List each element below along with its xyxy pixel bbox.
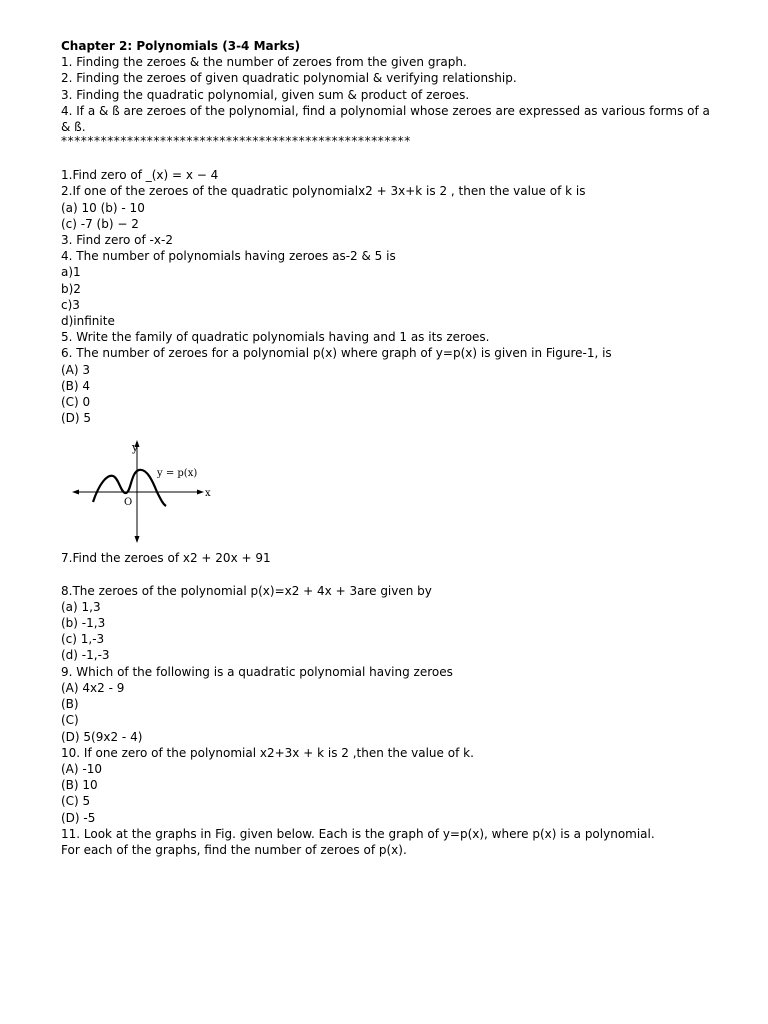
topic-1: 1. Finding the zeroes & the number of zeroes from the given graph. [61,55,467,70]
question-line: 7.Find the zeroes of x2 + 20x + 91 [61,551,271,566]
x-axis-arrow [197,490,204,495]
option-line: (a) 1,3 [61,599,101,614]
question-line: 10. If one zero of the polynomial x2+3x + k is 2 ,then the value of k. [61,745,474,760]
option-line: (B) 10 [61,778,98,793]
option-line: (A) 4x2 - 9 [61,680,125,695]
option-line: (c) -7 (b) − 2 [61,216,139,231]
curve-label: y = p(x) [157,468,198,480]
option-line: a)1 [61,265,81,280]
option-line: (D) -5 [61,810,96,825]
x-axis-label: x [205,488,211,500]
option-line: d)infinite [61,314,115,329]
topic-4: 4. If a & ß are zeroes of the polynomial, find a polynomial whose zeroes are expressed as various forms of a & ß. [61,103,710,135]
question-line: 8.The zeroes of the polynomial p(x)=x2 + 4x + 3are given by [61,583,432,598]
option-line: (b) -1,3 [61,616,106,631]
option-line: (D) 5 [61,411,92,426]
option-line: (D) 5(9x2 - 4) [61,729,143,744]
x-axis-arrow-left [72,490,79,495]
option-line: (B) [61,697,79,712]
spacer [61,567,721,583]
question-line: 5. Write the family of quadratic polynomials having and 1 as its zeroes. [61,330,490,345]
option-line: (C) 5 [61,794,91,809]
spacer [61,151,721,167]
star-divider: ***************************************************** [61,135,411,149]
option-line: (B) 4 [61,378,91,393]
option-line: (C) [61,713,79,728]
document-page [61,38,721,858]
option-line: (C) 0 [61,395,91,410]
option-line: (A) -10 [61,761,102,776]
topic-3: 3. Finding the quadratic polynomial, given sum & product of zeroes. [61,87,470,102]
option-line: b)2 [61,281,81,296]
question-line: 4. The number of polynomials having zeroes as-2 & 5 is [61,249,396,264]
option-line: (a) 10 (b) - 10 [61,200,145,215]
question-line: 3. Find zero of -x-2 [61,233,173,248]
option-line: (A) 3 [61,362,91,377]
polynomial-graph-figure [69,436,249,546]
option-line: (d) -1,-3 [61,648,110,663]
origin-label: O [124,497,133,509]
y-axis-arrow-down [135,536,140,543]
question-line: 2.If one of the zeroes of the quadratic polynomialx2 + 3x+k is 2 , then the value of k is [61,184,586,199]
question-line: 6. The number of zeroes for a polynomial p(x) where graph of y=p(x) is given in Figure-1, is [61,346,612,361]
chapter-title: Chapter 2: Polynomials (3-4 Marks) [61,39,301,53]
y-axis-label: y [132,441,139,455]
question-line: For each of the graphs, find the number of zeroes of p(x). [61,842,407,857]
question-line: 1.Find zero of _(x) = x − 4 [61,168,219,183]
topic-2: 2. Finding the zeroes of given quadratic polynomial & verifying relationship. [61,71,517,86]
option-line: c)3 [61,297,80,312]
question-line: 11. Look at the graphs in Fig. given below. Each is the graph of y=p(x), where p(x) is a polynomial. [61,826,655,841]
question-line: 9. Which of the following is a quadratic polynomial having zeroes [61,664,453,679]
option-line: (c) 1,-3 [61,632,105,647]
graph-svg [69,436,249,546]
